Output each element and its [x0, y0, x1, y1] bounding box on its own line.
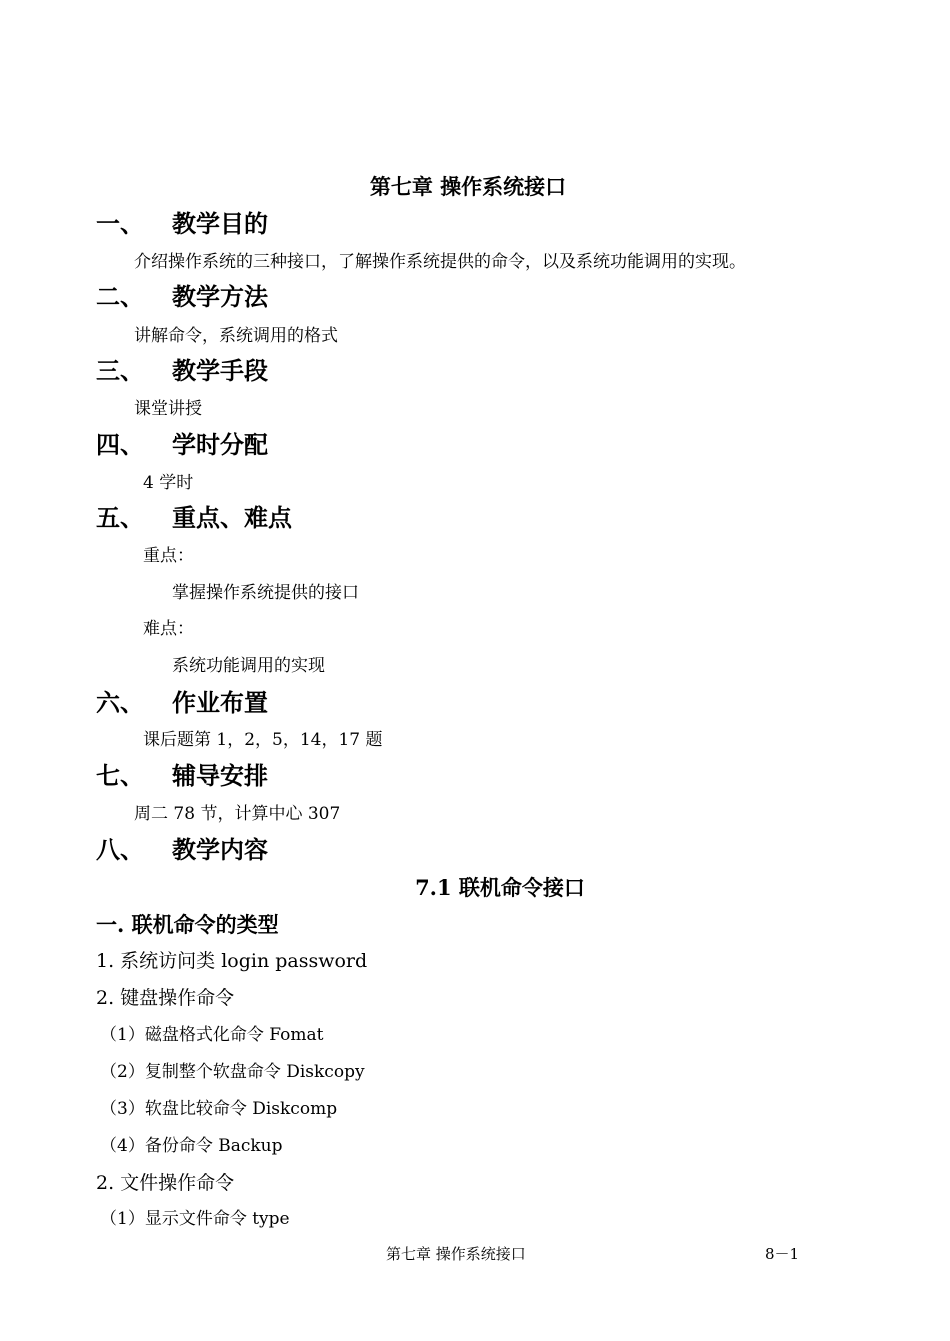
section-body: 讲解命令，系统调用的格式 — [134, 326, 338, 346]
content-line: 2. 键盘操作命令 — [96, 987, 235, 1009]
page-number: 8－1 — [765, 1245, 800, 1263]
section-body: 课后题第 1，2，5，14，17 题 — [143, 730, 383, 750]
section-body: 介绍操作系统的三种接口，了解操作系统提供的命令，以及系统功能调用的实现。 — [134, 252, 746, 272]
section-title: 重点、难点 — [172, 503, 292, 532]
section-heading-8 — [96, 835, 496, 866]
section-heading-5 — [96, 503, 496, 534]
list-item: （2）复制整个软盘命令 Diskcopy — [100, 1062, 365, 1082]
section-title: 教学方法 — [172, 282, 268, 311]
key-points-text: 掌握操作系统提供的接口 — [172, 583, 359, 603]
section-number: 一、 — [96, 209, 144, 238]
difficult-points-text: 系统功能调用的实现 — [172, 656, 325, 676]
section-heading-4 — [96, 430, 496, 461]
section-heading-7 — [96, 761, 496, 792]
section-number: 二、 — [96, 282, 144, 311]
difficult-points-label: 难点： — [143, 619, 194, 639]
list-item: （3）软盘比较命令 Diskcomp — [100, 1099, 338, 1119]
section-title: 教学目的 — [172, 209, 268, 238]
section-number: 五、 — [96, 503, 144, 532]
section-body: 课堂讲授 — [134, 399, 202, 419]
chapter-title: 第七章 操作系统接口 — [369, 174, 567, 199]
section-number: 七、 — [96, 761, 144, 790]
content-line: 1. 系统访问类 login password — [96, 950, 368, 972]
list-item: （4）备份命令 Backup — [100, 1136, 283, 1156]
section-title: 辅导安排 — [172, 761, 268, 790]
section-title: 教学内容 — [172, 835, 268, 864]
subsection-title: 7.1 联机命令接口 — [415, 875, 585, 900]
section-number: 八、 — [96, 835, 144, 864]
section-number: 四、 — [96, 430, 144, 459]
list-item: （1）磁盘格式化命令 Fomat — [100, 1025, 324, 1045]
section-heading-3 — [96, 356, 496, 387]
section-body: 周二 78 节，计算中心 307 — [134, 804, 341, 824]
section-title: 教学手段 — [172, 356, 268, 385]
section-title: 作业布置 — [172, 688, 268, 717]
section-number: 六、 — [96, 688, 144, 717]
section-heading-6 — [96, 688, 496, 719]
topic-heading: 一. 联机命令的类型 — [96, 912, 279, 937]
section-title: 学时分配 — [172, 430, 268, 459]
section-number: 三、 — [96, 356, 144, 385]
content-line: 2. 文件操作命令 — [96, 1172, 235, 1194]
key-points-label: 重点： — [143, 546, 194, 566]
footer-chapter-title: 第七章 操作系统接口 — [386, 1245, 526, 1263]
list-item: （1）显示文件命令 type — [100, 1209, 290, 1229]
section-heading-2 — [96, 282, 496, 313]
section-heading-1 — [96, 209, 496, 240]
section-body: 4 学时 — [143, 473, 194, 493]
